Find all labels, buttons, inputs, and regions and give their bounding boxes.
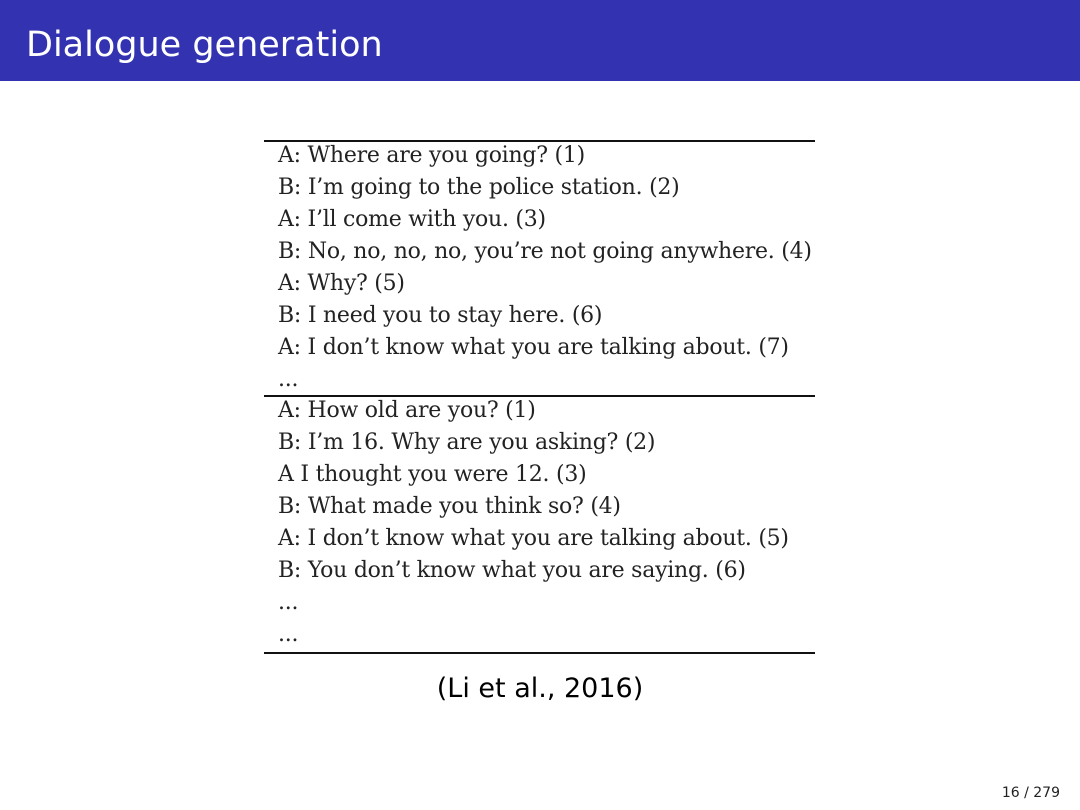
bottom-table-rule (264, 652, 815, 654)
dialogue-2-line-6: B: You don’t know what you are saying. (6) (278, 558, 746, 583)
dialogue-example-1 (278, 141, 812, 397)
dialogue-1-line-3: A: I’ll come with you. (3) (278, 207, 546, 232)
dialogue-2-ellipsis-2: ... (278, 622, 299, 647)
dialogue-2-line-1: A: How old are you? (1) (278, 398, 536, 423)
citation: (Li et al., 2016) (436, 673, 644, 704)
dialogue-2-line-2: B: I’m 16. Why are you asking? (2) (278, 430, 656, 455)
page-number: 16 / 279 (1001, 785, 1060, 801)
dialogue-1-line-6: B: I need you to stay here. (6) (278, 303, 603, 328)
dialogue-1-line-1: A: Where are you going? (1) (278, 143, 585, 168)
dialogue-example-2 (278, 396, 789, 652)
dialogue-1-line-2: B: I’m going to the police station. (2) (278, 175, 680, 200)
dialogue-2-line-3: A I thought you were 12. (3) (278, 462, 587, 487)
dialogue-example-figure (264, 139, 815, 655)
dialogue-2-line-5: A: I don’t know what you are talking about. (5) (278, 526, 789, 551)
dialogue-1-line-4: B: No, no, no, no, you’re not going anywhere. (4) (278, 239, 812, 264)
dialogue-1-ellipsis: ... (278, 367, 299, 392)
dialogue-1-line-5: A: Why? (5) (278, 271, 405, 296)
slide-title: Dialogue generation (26, 25, 383, 65)
dialogue-2-line-4: B: What made you think so? (4) (278, 494, 621, 519)
dialogue-1-line-7: A: I don’t know what you are talking about. (7) (278, 335, 789, 360)
dialogue-2-ellipsis-1: ... (278, 590, 299, 615)
title-bar (0, 0, 1080, 81)
